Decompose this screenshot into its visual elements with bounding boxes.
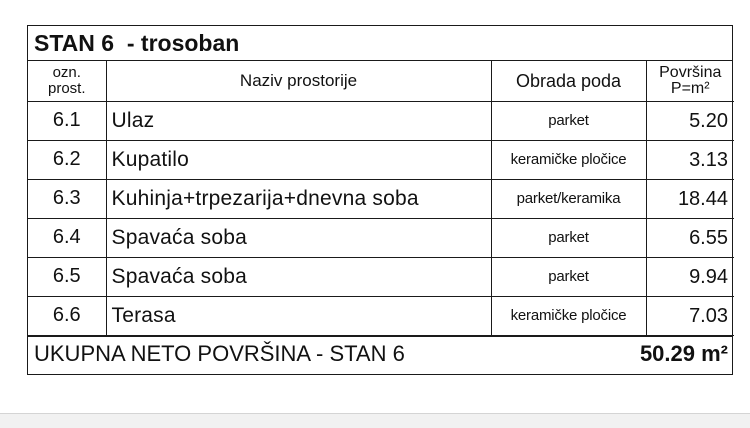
total-row <box>28 336 732 372</box>
room-floor-finish: parket <box>491 101 646 140</box>
room-area: 3.13 <box>646 140 734 179</box>
header-room-code-line1: ozn. <box>52 63 81 81</box>
room-floor-finish: keramičke pločice <box>491 140 646 179</box>
room-code: 6.5 <box>28 257 106 296</box>
header-area <box>646 61 734 101</box>
room-name: Ulaz <box>106 101 491 140</box>
room-name: Kupatilo <box>106 140 491 179</box>
room-code: 6.3 <box>28 179 106 218</box>
room-code: 6.4 <box>28 218 106 257</box>
room-area: 18.44 <box>646 179 734 218</box>
room-name: Spavaća soba <box>106 218 491 257</box>
room-name: Spavaća soba <box>106 257 491 296</box>
table-row <box>28 257 734 296</box>
table-row <box>28 179 734 218</box>
header-room-code-line2: prost. <box>47 79 86 97</box>
room-area: 5.20 <box>646 101 734 140</box>
table-row <box>28 296 734 335</box>
room-name: Kuhinja+trpezarija+dnevna soba <box>106 179 491 218</box>
table-row <box>28 101 734 140</box>
room-floor-finish: parket <box>491 257 646 296</box>
apartment-title: STAN 6 - trosoban <box>28 26 732 61</box>
room-floor-finish: keramičke pločice <box>491 296 646 335</box>
rooms-table <box>28 61 734 336</box>
room-code: 6.6 <box>28 296 106 335</box>
header-room-code <box>28 61 106 101</box>
room-area: 6.55 <box>646 218 734 257</box>
table-row <box>28 140 734 179</box>
header-area-line2: P=m² <box>670 79 710 97</box>
room-code: 6.1 <box>28 101 106 140</box>
table-row <box>28 218 734 257</box>
room-floor-finish: parket <box>491 218 646 257</box>
room-area-table <box>27 25 733 375</box>
room-area: 9.94 <box>646 257 734 296</box>
room-code: 6.2 <box>28 140 106 179</box>
bottom-bar <box>0 413 750 428</box>
total-label: UKUPNA NETO POVRŠINA - STAN 6 <box>34 341 405 366</box>
header-area-line1: Površina <box>659 63 722 81</box>
total-value: 50.29 m² <box>639 341 728 366</box>
table-header-row <box>28 61 734 101</box>
room-floor-finish: parket/keramika <box>491 179 646 218</box>
room-name: Terasa <box>106 296 491 335</box>
header-floor-finish: Obrada poda <box>491 61 646 101</box>
header-room-name: Naziv prostorije <box>106 61 491 101</box>
room-area: 7.03 <box>646 296 734 335</box>
